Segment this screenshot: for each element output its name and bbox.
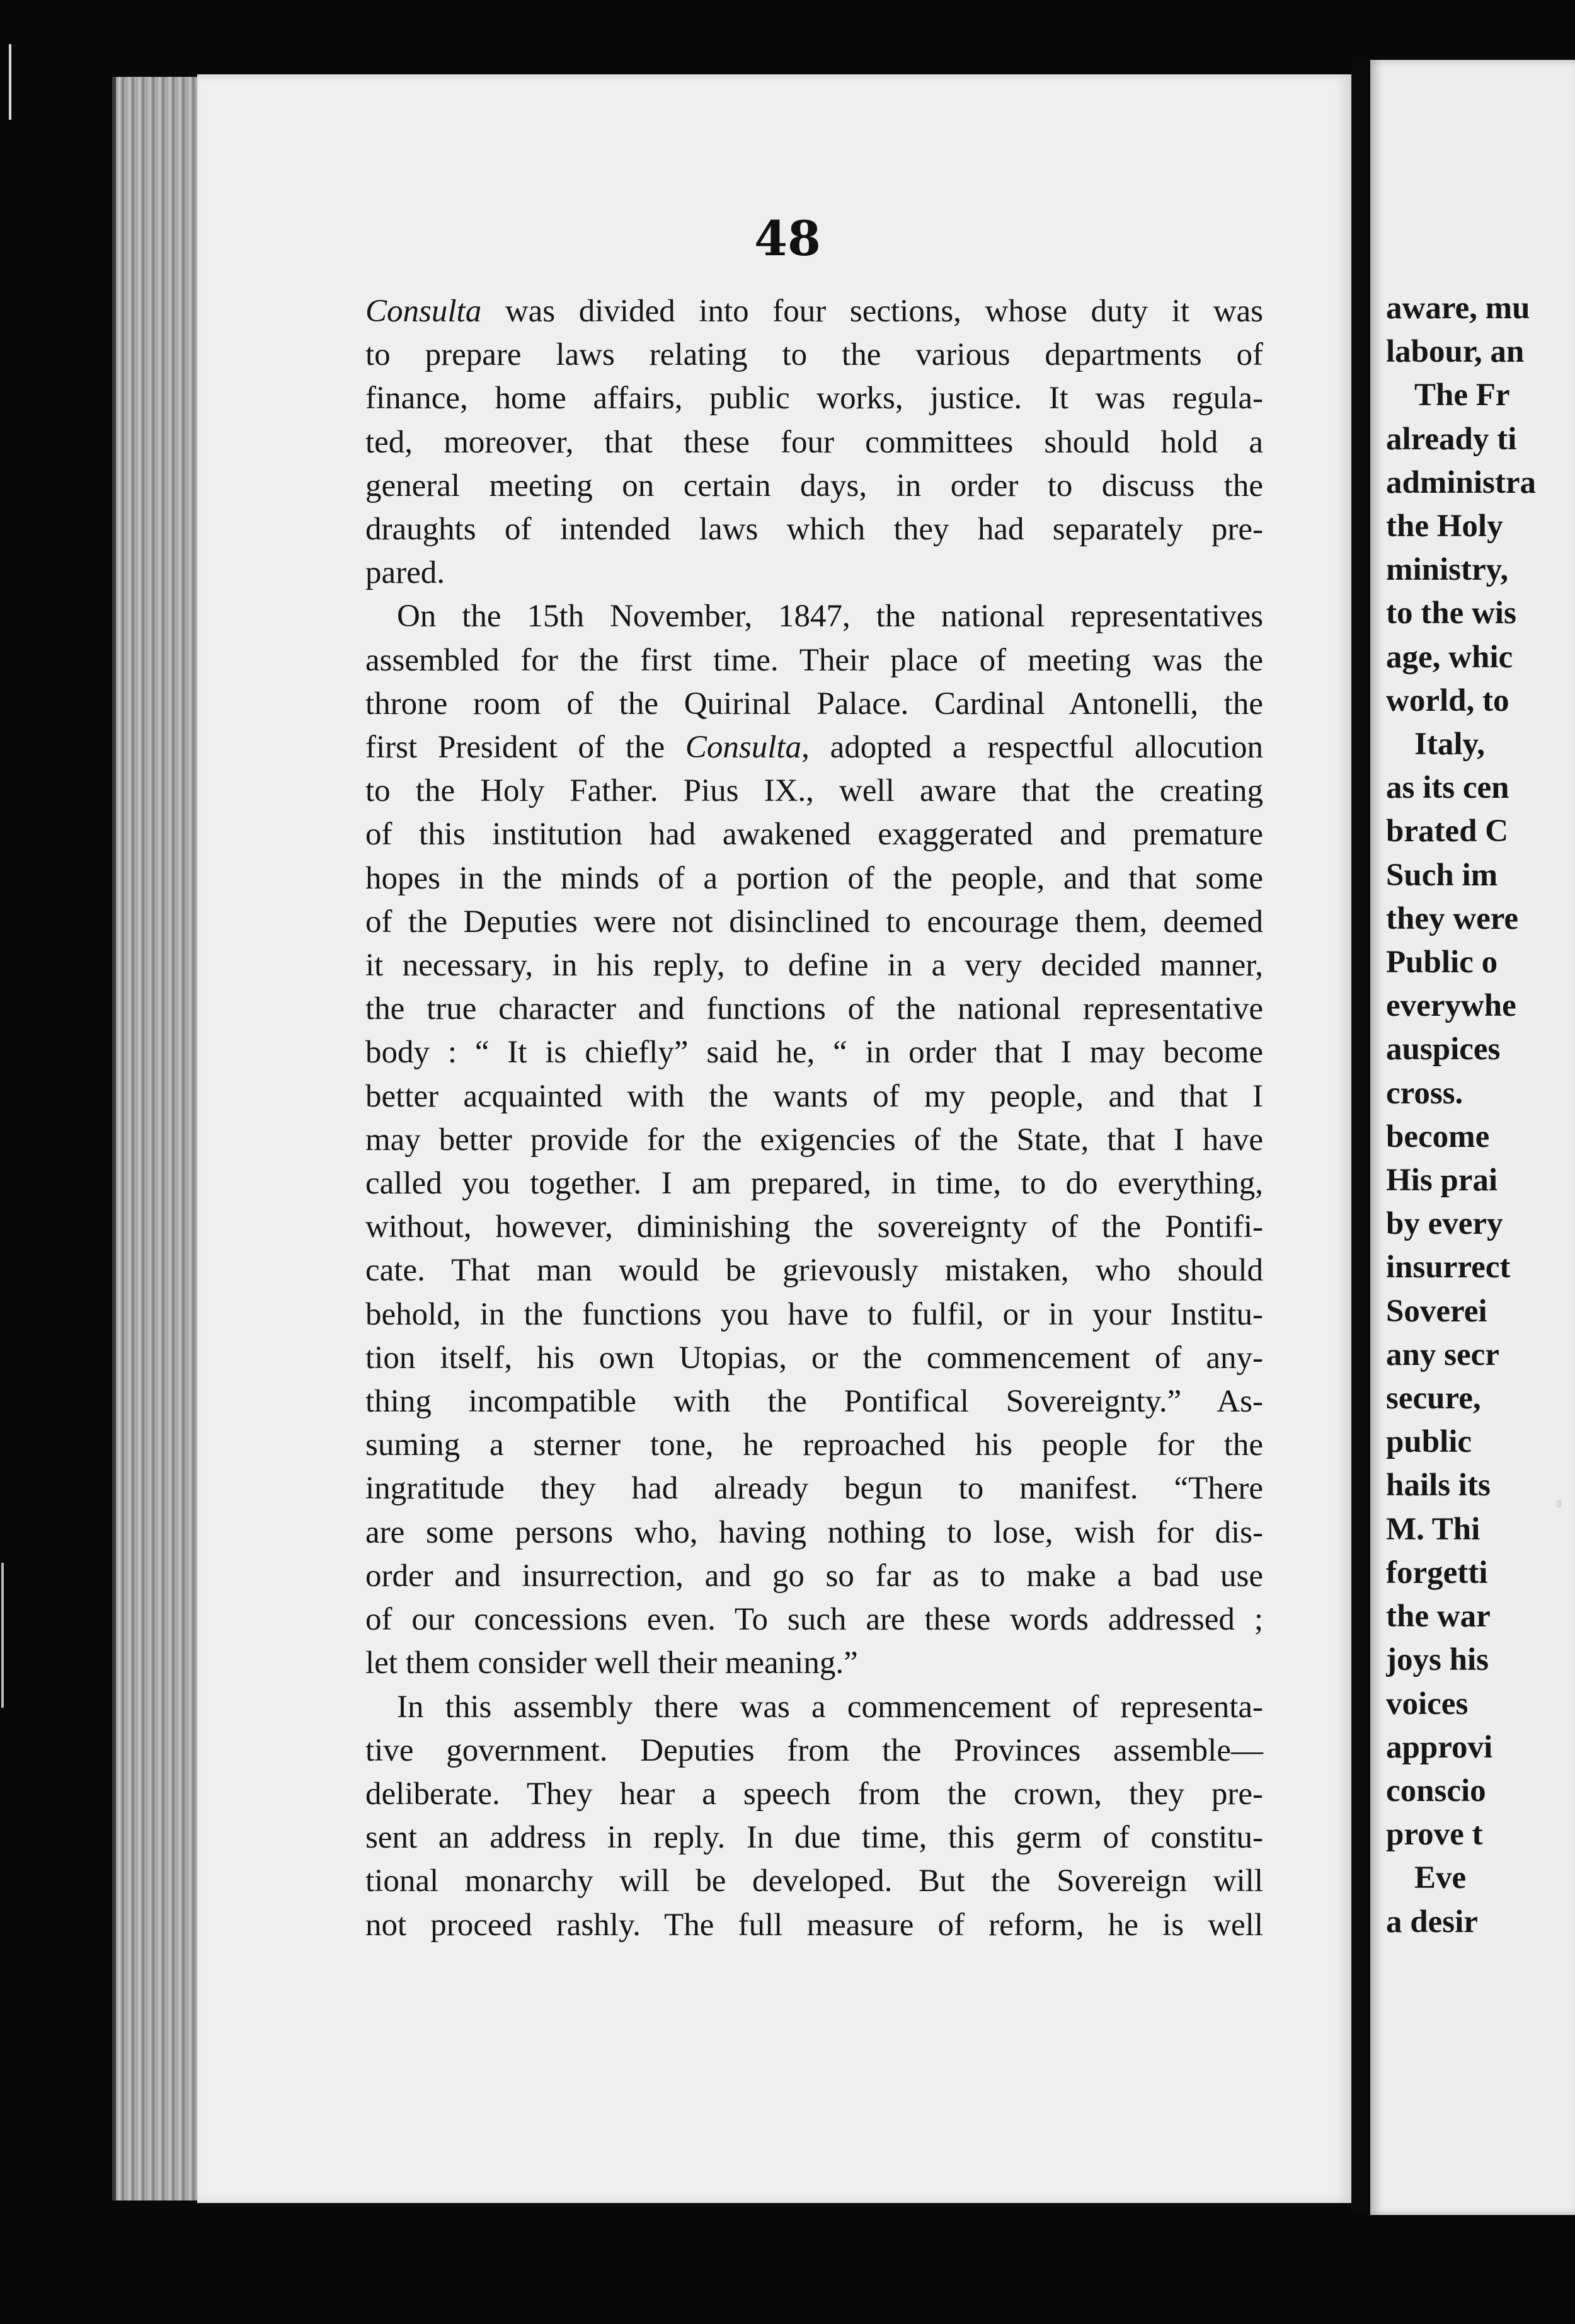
- text-line: In this assembly there was a commencement of representa-: [397, 1689, 1263, 1725]
- text-line: tive government. Deputies from the Provinces assemble—: [365, 1732, 1263, 1768]
- text-line: it necessary, in his reply, to define in a very decided manner,: [365, 948, 1263, 984]
- text-line: hopes in the minds of a portion of the people, and that some: [365, 860, 1263, 896]
- text-line: of this institution had awakened exaggerated and premature: [365, 817, 1263, 853]
- text-line: Public o: [1386, 945, 1498, 981]
- text-line: finance, home affairs, public works, justice. It was regula-: [365, 381, 1263, 417]
- text-line: body : “ It is chiefly” said he, “ in order that I may become: [365, 1035, 1263, 1071]
- text-line: public: [1386, 1424, 1472, 1460]
- italic-word: Consulta: [685, 730, 802, 766]
- text-line: a desir: [1386, 1904, 1478, 1940]
- text-line: of the Deputies were not disinclined to encourage them, deemed: [365, 904, 1263, 940]
- text-line: Italy,: [1414, 727, 1485, 762]
- text-line: by every: [1386, 1206, 1503, 1242]
- text-line: ingratitude they had already begun to manifest. “There: [365, 1471, 1263, 1507]
- text-line: behold, in the functions you have to fulfil, or in your Institu-: [365, 1296, 1263, 1332]
- text-line: may better provide for the exigencies of the State, that I have: [365, 1122, 1263, 1158]
- text-line: Eve: [1414, 1860, 1467, 1896]
- text-line: Such im: [1386, 857, 1498, 893]
- text-segment: was divided into four sections, whose duty it was: [505, 294, 1264, 329]
- text-line: of our concessions even. To such are these words addressed ;: [365, 1602, 1263, 1638]
- text-line: approvi: [1386, 1729, 1493, 1765]
- book-spine: [1351, 63, 1370, 2212]
- scan-artifact: [9, 44, 11, 120]
- page-edge: [112, 77, 201, 2200]
- text-line: labour, an: [1386, 334, 1525, 370]
- text-line: tion itself, his own Utopias, or the commencement of any-: [365, 1340, 1263, 1376]
- text-line: draughts of intended laws which they had separately pre-: [365, 512, 1263, 548]
- text-segment: first President of the: [365, 730, 685, 766]
- right-page-text: [1386, 287, 1575, 1944]
- text-line: age, whic: [1386, 639, 1513, 675]
- text-line: they were: [1386, 900, 1519, 936]
- text-line: called you together. I am prepared, in time, to do everything,: [365, 1166, 1263, 1202]
- text-line: without, however, diminishing the sovereignty of the Pontifi-: [365, 1209, 1263, 1245]
- text-line: ted, moreover, that these four committees should hold a: [365, 424, 1263, 460]
- text-line: [365, 290, 1263, 333]
- text-line: deliberate. They hear a speech from the crown, they pre-: [365, 1776, 1263, 1812]
- text-line: general meeting on certain days, in order to discuss the: [365, 468, 1263, 503]
- text-line: better acquainted with the wants of my people, and that I: [365, 1078, 1263, 1114]
- text-line: voices: [1386, 1686, 1469, 1722]
- text-line: the true character and functions of the national representative: [365, 991, 1263, 1027]
- text-line: order and insurrection, and go so far as to make a bad use: [365, 1558, 1263, 1594]
- text-line: let them consider well their meaning.”: [365, 1645, 858, 1681]
- text-line: are some persons who, having nothing to lose, wish for dis-: [365, 1514, 1263, 1550]
- text-line: to the wis: [1386, 595, 1516, 631]
- text-line: prove t: [1386, 1817, 1483, 1853]
- text-line: The Fr: [1414, 377, 1510, 413]
- text-line: sent an address in reply. In due time, this germ of constitu-: [365, 1820, 1263, 1856]
- text-line: joys his: [1386, 1642, 1489, 1678]
- italic-word: Consulta: [365, 294, 482, 329]
- text-line: conscio: [1386, 1773, 1486, 1809]
- text-line: His prai: [1386, 1163, 1498, 1199]
- text-line: [365, 726, 1263, 769]
- text-line: any secr: [1386, 1337, 1499, 1372]
- text-line: administra: [1386, 464, 1537, 500]
- text-line: hails its: [1386, 1468, 1491, 1504]
- text-line: thing incompatible with the Pontifical Sovereignty.” As-: [365, 1384, 1263, 1420]
- text-line: Soverei: [1386, 1293, 1487, 1329]
- left-page-text: [365, 290, 1263, 1947]
- text-line: insurrect: [1386, 1250, 1511, 1286]
- text-line: pared.: [365, 555, 445, 591]
- text-line: auspices: [1386, 1032, 1501, 1067]
- text-line: the Holy: [1386, 509, 1503, 544]
- text-line: tional monarchy will be developed. But the Sovereign will: [365, 1863, 1263, 1899]
- text-line: cate. That man would be grievously mistaken, who should: [365, 1253, 1263, 1289]
- text-line: ministry,: [1386, 552, 1509, 588]
- page-number: 48: [754, 210, 821, 267]
- text-line: secure,: [1386, 1381, 1481, 1417]
- text-line: aware, mu: [1386, 290, 1530, 326]
- text-line: the war: [1386, 1599, 1491, 1635]
- text-line: become: [1386, 1119, 1490, 1154]
- text-line: cross.: [1386, 1075, 1463, 1111]
- text-line: brated C: [1386, 814, 1509, 849]
- text-line: already ti: [1386, 421, 1517, 457]
- text-line: to prepare laws relating to the various departments of: [365, 337, 1263, 373]
- text-line: throne room of the Quirinal Palace. Cardinal Antonelli, the: [365, 686, 1263, 722]
- text-line: as its cen: [1386, 770, 1509, 806]
- text-segment: , adopted a respectful allocution: [801, 730, 1264, 766]
- text-line: suming a sterner tone, he reproached his people for the: [365, 1427, 1263, 1463]
- text-line: to the Holy Father. Pius IX., well aware that the creating: [365, 773, 1263, 809]
- text-line: M. Thi: [1386, 1511, 1480, 1547]
- text-line: world, to: [1386, 682, 1509, 718]
- text-line: assembled for the first time. Their place of meeting was the: [365, 642, 1263, 678]
- text-line: On the 15th November, 1847, the national representatives: [397, 599, 1263, 635]
- text-line: not proceed rashly. The full measure of reform, he is well: [365, 1907, 1263, 1943]
- text-line: everywhe: [1386, 988, 1516, 1024]
- scan-artifact: [1, 1563, 4, 1708]
- text-line: forgetti: [1386, 1555, 1488, 1591]
